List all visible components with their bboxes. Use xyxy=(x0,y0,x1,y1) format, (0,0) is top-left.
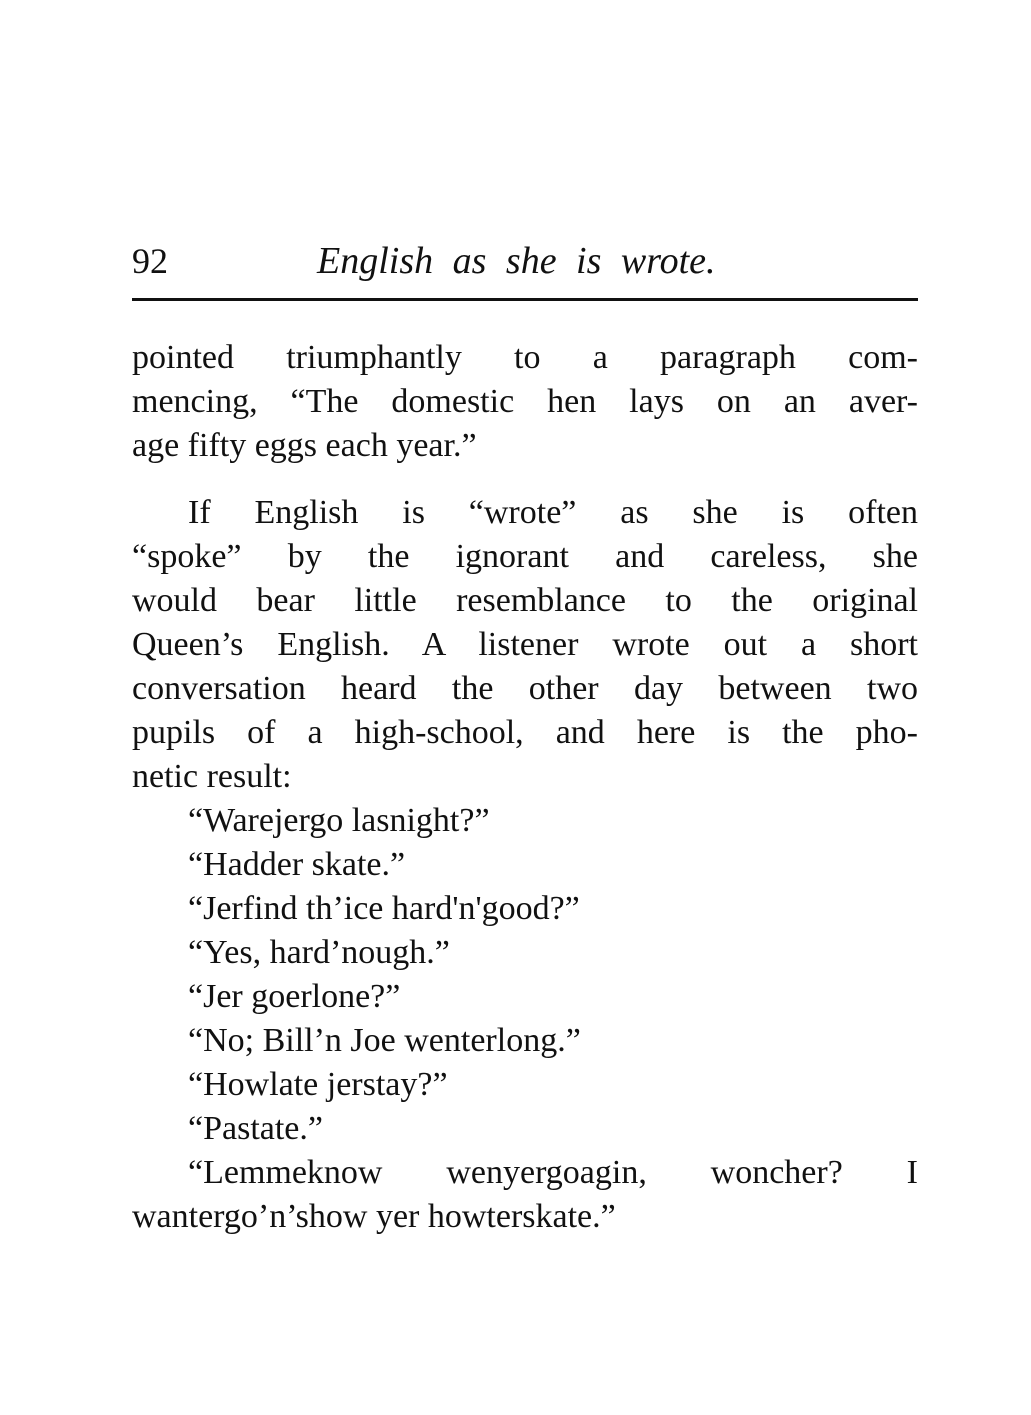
dialogue-line: “Pastate.” xyxy=(188,1110,323,1147)
dialogue-line: “Warejergo lasnight?” xyxy=(188,802,490,839)
text-line: conversation heard the other day between two xyxy=(132,670,918,707)
page-number: 92 xyxy=(132,241,168,281)
dialogue-line: “Lemmeknow wenyergoagin, woncher? I xyxy=(188,1154,918,1191)
body-text xyxy=(132,336,918,1239)
dialogue-line: “Hadder skate.” xyxy=(188,846,406,883)
dialogue-line: “Howlate jerstay?” xyxy=(188,1066,448,1103)
page-header xyxy=(132,236,918,286)
dialogue-line: “Jerfind th’ice hard'n'good?” xyxy=(188,890,580,927)
text-line: pupils of a high-school, and here is the pho- xyxy=(132,714,918,751)
paragraph-gap xyxy=(132,468,918,491)
text-line: mencing, “The domestic hen lays on an aver- xyxy=(132,383,918,420)
paragraph-2 xyxy=(132,491,918,799)
dialogue-line: wantergo’n’show yer howterskate.” xyxy=(132,1198,616,1235)
header-rule xyxy=(132,298,918,301)
text-line: pointed triumphantly to a paragraph com- xyxy=(132,339,918,376)
dialogue-line: “No; Bill’n Joe wenterlong.” xyxy=(188,1022,581,1059)
text-line: Queen’s English. A listener wrote out a short xyxy=(132,626,918,663)
dialogue xyxy=(132,799,918,1239)
text-line: “spoke” by the ignorant and careless, she xyxy=(132,538,918,575)
text-line: If English is “wrote” as she is often xyxy=(188,494,918,531)
text-line: would bear little resemblance to the original xyxy=(132,582,918,619)
running-title: English as she is wrote. xyxy=(317,240,716,282)
dialogue-line: “Yes, hard’nough.” xyxy=(188,934,450,971)
dialogue-line: “Jer goerlone?” xyxy=(188,978,401,1015)
paragraph-1 xyxy=(132,336,918,468)
text-line: age fifty eggs each year.” xyxy=(132,427,477,464)
text-line: netic result: xyxy=(132,758,292,795)
